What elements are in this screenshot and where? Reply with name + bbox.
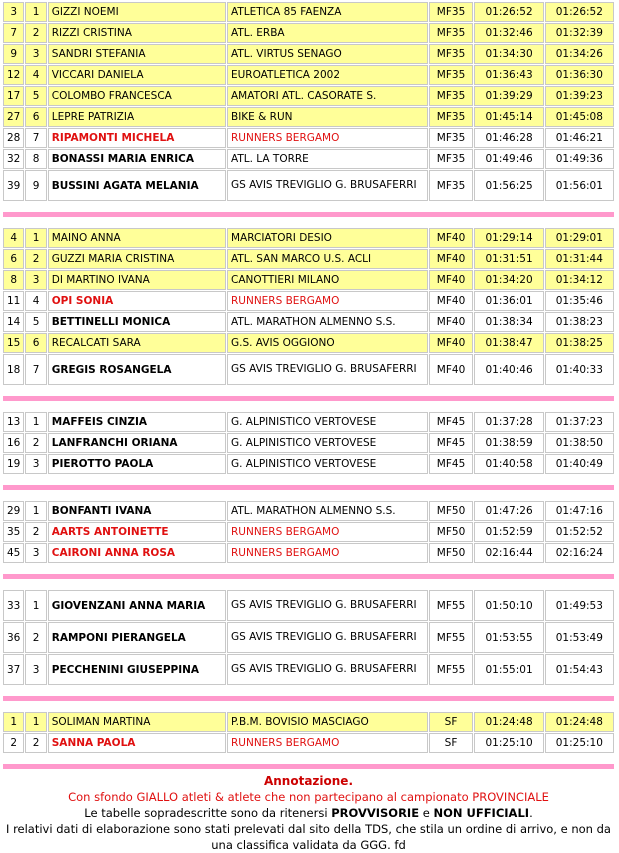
group-separator (3, 396, 614, 401)
table-row (3, 654, 614, 685)
group-gap-cell (3, 386, 614, 395)
time-chip-cell: 01:39:23 (545, 86, 614, 106)
athlete-name-cell: MAINO ANNA (48, 228, 226, 248)
category-cell: MF35 (429, 44, 474, 64)
club-cell: BIKE & RUN (227, 107, 428, 127)
table-row (3, 86, 614, 106)
rank-cell: 2 (25, 433, 46, 453)
group-separator (3, 485, 614, 490)
athlete-name-cell: GIZZI NOEMI (48, 2, 226, 22)
time-real-cell: 01:38:34 (474, 312, 543, 332)
category-cell: MF55 (429, 654, 474, 685)
time-real-cell: 01:52:59 (474, 522, 543, 542)
group-gap (3, 475, 614, 484)
rank-cell: 1 (25, 501, 46, 521)
category-cell: MF40 (429, 354, 474, 385)
athlete-name-cell: GIOVENZANI ANNA MARIA (48, 590, 226, 621)
athlete-name-cell: SANNA PAOLA (48, 733, 226, 753)
rank-cell: 6 (25, 333, 46, 353)
rank-cell: 1 (25, 2, 46, 22)
table-row (3, 454, 614, 474)
group-gap (3, 754, 614, 763)
athlete-name-cell: AARTS ANTOINETTE (48, 522, 226, 542)
group-separator (3, 764, 614, 769)
category-cell: SF (429, 733, 474, 753)
table-row (3, 733, 614, 753)
category-cell: MF35 (429, 65, 474, 85)
pink-separator-bar (3, 212, 614, 217)
category-cell: MF35 (429, 86, 474, 106)
position-cell: 1 (3, 712, 24, 732)
position-cell: 8 (3, 270, 24, 290)
club-cell: G. ALPINISTICO VERTOVESE (227, 433, 428, 453)
table-row (3, 312, 614, 332)
time-real-cell: 01:40:46 (474, 354, 543, 385)
time-real-cell: 01:36:43 (474, 65, 543, 85)
position-cell: 9 (3, 44, 24, 64)
annotation-bold-provvisorie: PROVVISORIE (331, 806, 420, 820)
group-gap (3, 202, 614, 211)
time-chip-cell: 01:38:25 (545, 333, 614, 353)
position-cell: 12 (3, 65, 24, 85)
athlete-name-cell: OPI SONIA (48, 291, 226, 311)
time-chip-cell: 01:26:52 (545, 2, 614, 22)
time-chip-cell: 01:32:39 (545, 23, 614, 43)
table-row (3, 128, 614, 148)
results-body (3, 2, 614, 769)
category-cell: MF40 (429, 270, 474, 290)
time-chip-cell: 01:34:26 (545, 44, 614, 64)
time-real-cell: 01:38:59 (474, 433, 543, 453)
table-row (3, 291, 614, 311)
table-row (3, 501, 614, 521)
group-separator (3, 574, 614, 579)
group-gap (3, 491, 614, 500)
time-real-cell: 01:26:52 (474, 2, 543, 22)
rank-cell: 8 (25, 149, 46, 169)
time-chip-cell: 01:35:46 (545, 291, 614, 311)
time-chip-cell: 01:31:44 (545, 249, 614, 269)
rank-cell: 3 (25, 44, 46, 64)
club-cell: MARCIATORI DESIO (227, 228, 428, 248)
table-row (3, 65, 614, 85)
table-row (3, 333, 614, 353)
position-cell: 27 (3, 107, 24, 127)
group-gap (3, 686, 614, 695)
category-cell: MF35 (429, 107, 474, 127)
rank-cell: 7 (25, 354, 46, 385)
club-cell: GS AVIS TREVIGLIO G. BRUSAFERRI (227, 590, 428, 621)
table-row (3, 2, 614, 22)
rank-cell: 5 (25, 312, 46, 332)
position-cell: 28 (3, 128, 24, 148)
club-cell: GS AVIS TREVIGLIO G. BRUSAFERRI (227, 654, 428, 685)
table-row (3, 543, 614, 563)
time-real-cell: 01:31:51 (474, 249, 543, 269)
club-cell: RUNNERS BERGAMO (227, 291, 428, 311)
athlete-name-cell: COLOMBO FRANCESCA (48, 86, 226, 106)
group-gap-cell (3, 475, 614, 484)
rank-cell: 3 (25, 543, 46, 563)
club-cell: ATL. MARATHON ALMENNO S.S. (227, 312, 428, 332)
athlete-name-cell: LANFRANCHI ORIANA (48, 433, 226, 453)
position-cell: 15 (3, 333, 24, 353)
rank-cell: 6 (25, 107, 46, 127)
club-cell: ATL. SAN MARCO U.S. ACLI (227, 249, 428, 269)
athlete-name-cell: BUSSINI AGATA MELANIA (48, 170, 226, 201)
club-cell: P.B.M. BOVISIO MASCIAGO (227, 712, 428, 732)
group-gap (3, 402, 614, 411)
group-gap-cell (3, 702, 614, 711)
athlete-name-cell: CAIRONI ANNA ROSA (48, 543, 226, 563)
rank-cell: 9 (25, 170, 46, 201)
category-cell: MF55 (429, 622, 474, 653)
table-row (3, 149, 614, 169)
position-cell: 13 (3, 412, 24, 432)
time-chip-cell: 01:52:52 (545, 522, 614, 542)
athlete-name-cell: SANDRI STEFANIA (48, 44, 226, 64)
rank-cell: 2 (25, 249, 46, 269)
results-page (2, 1, 615, 853)
annotation-text: . (529, 806, 533, 820)
position-cell: 14 (3, 312, 24, 332)
table-row (3, 170, 614, 201)
club-cell: RUNNERS BERGAMO (227, 733, 428, 753)
athlete-name-cell: VICCARI DANIELA (48, 65, 226, 85)
category-cell: MF40 (429, 291, 474, 311)
annotation-text: Le tabelle sopradescritte sono da ritenersi (84, 806, 332, 820)
category-cell: MF35 (429, 128, 474, 148)
group-gap-cell (3, 580, 614, 589)
category-cell: MF50 (429, 522, 474, 542)
club-cell: RUNNERS BERGAMO (227, 543, 428, 563)
position-cell: 36 (3, 622, 24, 653)
time-real-cell: 01:38:47 (474, 333, 543, 353)
club-cell: ATL. VIRTUS SENAGO (227, 44, 428, 64)
time-real-cell: 01:56:25 (474, 170, 543, 201)
table-row (3, 590, 614, 621)
time-real-cell: 01:24:48 (474, 712, 543, 732)
club-cell: ATLETICA 85 FAENZA (227, 2, 428, 22)
category-cell: MF45 (429, 433, 474, 453)
position-cell: 11 (3, 291, 24, 311)
rank-cell: 3 (25, 270, 46, 290)
time-chip-cell: 01:54:43 (545, 654, 614, 685)
table-row (3, 412, 614, 432)
athlete-name-cell: RECALCATI SARA (48, 333, 226, 353)
results-table (2, 1, 615, 770)
club-cell: G.S. AVIS OGGIONO (227, 333, 428, 353)
group-separator (3, 212, 614, 217)
category-cell: MF35 (429, 170, 474, 201)
time-real-cell: 02:16:44 (474, 543, 543, 563)
annotation-line-source: I relativi dati di elaborazione sono stati prelevati dal sito della TDS, che stila un ordine di arrivo, e non da una classifica validata da GGG. fd (6, 822, 611, 852)
rank-cell: 2 (25, 733, 46, 753)
group-gap-cell (3, 218, 614, 227)
time-chip-cell: 01:53:49 (545, 622, 614, 653)
time-real-cell: 01:34:30 (474, 44, 543, 64)
club-cell: RUNNERS BERGAMO (227, 522, 428, 542)
time-chip-cell: 01:36:30 (545, 65, 614, 85)
athlete-name-cell: RAMPONI PIERANGELA (48, 622, 226, 653)
time-chip-cell: 01:34:12 (545, 270, 614, 290)
athlete-name-cell: LEPRE PATRIZIA (48, 107, 226, 127)
athlete-name-cell: PECCHENINI GIUSEPPINA (48, 654, 226, 685)
time-chip-cell: 01:24:48 (545, 712, 614, 732)
pink-separator-bar (3, 764, 614, 769)
rank-cell: 4 (25, 65, 46, 85)
rank-cell: 1 (25, 228, 46, 248)
club-cell: EUROATLETICA 2002 (227, 65, 428, 85)
rank-cell: 2 (25, 23, 46, 43)
time-chip-cell: 01:38:23 (545, 312, 614, 332)
position-cell: 17 (3, 86, 24, 106)
athlete-name-cell: RIZZI CRISTINA (48, 23, 226, 43)
position-cell: 4 (3, 228, 24, 248)
time-real-cell: 01:32:46 (474, 23, 543, 43)
time-real-cell: 01:25:10 (474, 733, 543, 753)
category-cell: MF40 (429, 228, 474, 248)
time-real-cell: 01:47:26 (474, 501, 543, 521)
annotation-text: e (419, 806, 434, 820)
athlete-name-cell: PIEROTTO PAOLA (48, 454, 226, 474)
time-chip-cell: 01:46:21 (545, 128, 614, 148)
group-gap (3, 218, 614, 227)
athlete-name-cell: RIPAMONTI MICHELA (48, 128, 226, 148)
club-cell: G. ALPINISTICO VERTOVESE (227, 412, 428, 432)
annotation-title: Annotazione. (263, 774, 354, 788)
athlete-name-cell: SOLIMAN MARTINA (48, 712, 226, 732)
time-real-cell: 01:53:55 (474, 622, 543, 653)
time-real-cell: 01:34:20 (474, 270, 543, 290)
athlete-name-cell: GUZZI MARIA CRISTINA (48, 249, 226, 269)
category-cell: MF40 (429, 249, 474, 269)
position-cell: 3 (3, 2, 24, 22)
athlete-name-cell: DI MARTINO IVANA (48, 270, 226, 290)
time-chip-cell: 01:45:08 (545, 107, 614, 127)
category-cell: MF50 (429, 501, 474, 521)
time-real-cell: 01:40:58 (474, 454, 543, 474)
time-chip-cell: 01:37:23 (545, 412, 614, 432)
rank-cell: 1 (25, 712, 46, 732)
group-gap (3, 564, 614, 573)
time-chip-cell: 01:40:49 (545, 454, 614, 474)
club-cell: GS AVIS TREVIGLIO G. BRUSAFERRI (227, 170, 428, 201)
table-row (3, 23, 614, 43)
position-cell: 39 (3, 170, 24, 201)
position-cell: 7 (3, 23, 24, 43)
rank-cell: 3 (25, 454, 46, 474)
athlete-name-cell: GREGIS ROSANGELA (48, 354, 226, 385)
rank-cell: 3 (25, 654, 46, 685)
position-cell: 29 (3, 501, 24, 521)
category-cell: MF40 (429, 312, 474, 332)
table-row (3, 433, 614, 453)
table-row (3, 107, 614, 127)
rank-cell: 2 (25, 622, 46, 653)
group-gap-cell (3, 202, 614, 211)
club-cell: GS AVIS TREVIGLIO G. BRUSAFERRI (227, 622, 428, 653)
category-cell: MF35 (429, 23, 474, 43)
time-real-cell: 01:55:01 (474, 654, 543, 685)
pink-separator-bar (3, 696, 614, 701)
table-row (3, 44, 614, 64)
annotation-line-yellow: Con sfondo GIALLO atleti & atlete che non partecipano al campionato PROVINCIALE (68, 790, 549, 804)
group-gap (3, 386, 614, 395)
annotation-box (2, 773, 615, 853)
group-gap (3, 702, 614, 711)
rank-cell: 2 (25, 522, 46, 542)
position-cell: 6 (3, 249, 24, 269)
rank-cell: 4 (25, 291, 46, 311)
annotation-bold-non-ufficiali: NON UFFICIALI (433, 806, 530, 820)
club-cell: G. ALPINISTICO VERTOVESE (227, 454, 428, 474)
annotation-line-provisional (2, 805, 615, 821)
pink-separator-bar (3, 574, 614, 579)
time-chip-cell: 01:49:36 (545, 149, 614, 169)
time-real-cell: 01:45:14 (474, 107, 543, 127)
club-cell: RUNNERS BERGAMO (227, 128, 428, 148)
category-cell: MF35 (429, 149, 474, 169)
pink-separator-bar (3, 485, 614, 490)
position-cell: 37 (3, 654, 24, 685)
rank-cell: 7 (25, 128, 46, 148)
rank-cell: 1 (25, 412, 46, 432)
time-real-cell: 01:50:10 (474, 590, 543, 621)
time-chip-cell: 01:40:33 (545, 354, 614, 385)
time-chip-cell: 02:16:24 (545, 543, 614, 563)
time-chip-cell: 01:49:53 (545, 590, 614, 621)
table-row (3, 712, 614, 732)
group-gap-cell (3, 564, 614, 573)
group-gap-cell (3, 402, 614, 411)
position-cell: 32 (3, 149, 24, 169)
position-cell: 33 (3, 590, 24, 621)
position-cell: 18 (3, 354, 24, 385)
category-cell: MF35 (429, 2, 474, 22)
time-real-cell: 01:29:14 (474, 228, 543, 248)
group-gap (3, 580, 614, 589)
time-real-cell: 01:36:01 (474, 291, 543, 311)
position-cell: 2 (3, 733, 24, 753)
rank-cell: 5 (25, 86, 46, 106)
time-chip-cell: 01:47:16 (545, 501, 614, 521)
category-cell: MF45 (429, 412, 474, 432)
club-cell: CANOTTIERI MILANO (227, 270, 428, 290)
group-gap-cell (3, 754, 614, 763)
club-cell: ATL. MARATHON ALMENNO S.S. (227, 501, 428, 521)
athlete-name-cell: BONASSI MARIA ENRICA (48, 149, 226, 169)
table-row (3, 249, 614, 269)
club-cell: ATL. LA TORRE (227, 149, 428, 169)
table-row (3, 270, 614, 290)
group-separator (3, 696, 614, 701)
table-row (3, 622, 614, 653)
group-gap-cell (3, 686, 614, 695)
time-real-cell: 01:46:28 (474, 128, 543, 148)
athlete-name-cell: MAFFEIS CINZIA (48, 412, 226, 432)
table-row (3, 228, 614, 248)
time-chip-cell: 01:56:01 (545, 170, 614, 201)
category-cell: SF (429, 712, 474, 732)
athlete-name-cell: BONFANTI IVANA (48, 501, 226, 521)
club-cell: AMATORI ATL. CASORATE S. (227, 86, 428, 106)
time-real-cell: 01:37:28 (474, 412, 543, 432)
pink-separator-bar (3, 396, 614, 401)
time-chip-cell: 01:25:10 (545, 733, 614, 753)
position-cell: 19 (3, 454, 24, 474)
athlete-name-cell: BETTINELLI MONICA (48, 312, 226, 332)
category-cell: MF40 (429, 333, 474, 353)
position-cell: 35 (3, 522, 24, 542)
position-cell: 16 (3, 433, 24, 453)
table-row (3, 522, 614, 542)
rank-cell: 1 (25, 590, 46, 621)
club-cell: GS AVIS TREVIGLIO G. BRUSAFERRI (227, 354, 428, 385)
group-gap-cell (3, 491, 614, 500)
time-chip-cell: 01:38:50 (545, 433, 614, 453)
category-cell: MF55 (429, 590, 474, 621)
position-cell: 45 (3, 543, 24, 563)
category-cell: MF45 (429, 454, 474, 474)
time-chip-cell: 01:29:01 (545, 228, 614, 248)
category-cell: MF50 (429, 543, 474, 563)
table-row (3, 354, 614, 385)
time-real-cell: 01:39:29 (474, 86, 543, 106)
club-cell: ATL. ERBA (227, 23, 428, 43)
time-real-cell: 01:49:46 (474, 149, 543, 169)
